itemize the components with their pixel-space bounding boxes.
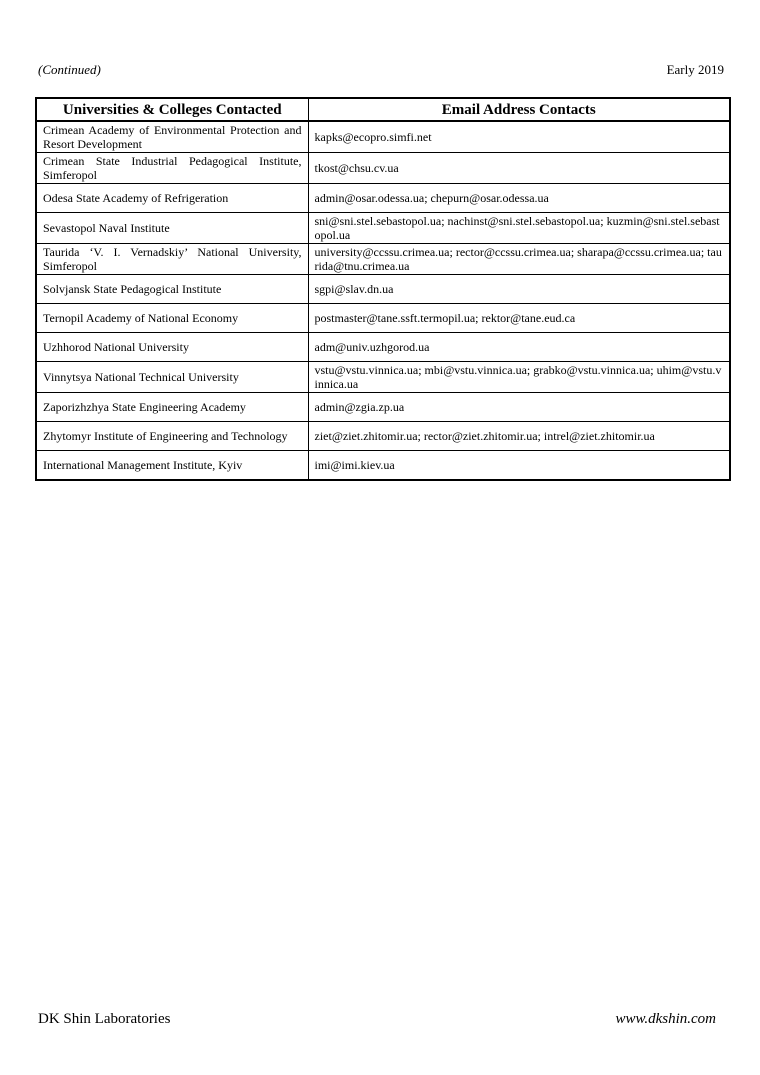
continued-label: (Continued)	[38, 62, 101, 77]
email-cell: imi@imi.kiev.ua	[308, 451, 730, 481]
table-row	[36, 275, 730, 304]
publisher-name: DK Shin Laboratories	[38, 1011, 171, 1027]
email-cell: postmaster@tane.ssft.termopil.ua; rektor@tane.eud.ca	[308, 304, 730, 333]
table-row	[36, 422, 730, 451]
column-header-institutions: Universities & Colleges Contacted	[36, 98, 308, 121]
table-row	[36, 213, 730, 244]
issue-date: Early 2019	[666, 62, 724, 77]
email-cell: kapks@ecopro.simfi.net	[308, 121, 730, 153]
institution-cell: Ternopil Academy of National Economy	[36, 304, 308, 333]
institution-cell: Odesa State Academy of Refrigeration	[36, 184, 308, 213]
institution-cell: Crimean Academy of Environmental Protection and Resort Development	[36, 121, 308, 153]
table-row	[36, 333, 730, 362]
email-cell: sgpi@slav.dn.ua	[308, 275, 730, 304]
institution-cell: Taurida ‘V. I. Vernadskiy’ National University, Simferopol	[36, 244, 308, 275]
email-cell: ziet@ziet.zhitomir.ua; rector@ziet.zhitomir.ua; intrel@ziet.zhitomir.ua	[308, 422, 730, 451]
institution-cell: Sevastopol Naval Institute	[36, 213, 308, 244]
table-row	[36, 362, 730, 393]
institution-cell: International Management Institute, Kyiv	[36, 451, 308, 481]
institution-cell: Solvjansk State Pedagogical Institute	[36, 275, 308, 304]
email-cell: sni@sni.stel.sebastopol.ua; nachinst@sni.stel.sebastopol.ua; kuzmin@sni.stel.sebastopol.ua	[308, 213, 730, 244]
email-cell: adm@univ.uzhgorod.ua	[308, 333, 730, 362]
email-cell: vstu@vstu.vinnica.ua; mbi@vstu.vinnica.ua; grabko@vstu.vinnica.ua; uhim@vstu.vinnica.ua	[308, 362, 730, 393]
table-row	[36, 244, 730, 275]
institution-cell: Crimean State Industrial Pedagogical Institute, Simferopol	[36, 153, 308, 184]
website-url: www.dkshin.com	[615, 1011, 716, 1027]
table-row	[36, 304, 730, 333]
institution-cell: Uzhhorod National University	[36, 333, 308, 362]
column-header-emails: Email Address Contacts	[308, 98, 730, 121]
table-row	[36, 393, 730, 422]
email-cell: admin@zgia.zp.ua	[308, 393, 730, 422]
institution-cell: Zaporizhzhya State Engineering Academy	[36, 393, 308, 422]
table-row	[36, 184, 730, 213]
table-row	[36, 451, 730, 481]
email-cell: tkost@chsu.cv.ua	[308, 153, 730, 184]
contacts-table	[35, 97, 731, 481]
table-header-row	[36, 98, 730, 121]
institution-cell: Vinnytsya National Technical University	[36, 362, 308, 393]
email-cell: university@ccssu.crimea.ua; rector@ccssu.crimea.ua; sharapa@ccssu.crimea.ua; taurida@tnu.crimea.ua	[308, 244, 730, 275]
email-cell: admin@osar.odessa.ua; chepurn@osar.odessa.ua	[308, 184, 730, 213]
table-row	[36, 153, 730, 184]
table-row	[36, 121, 730, 153]
institution-cell: Zhytomyr Institute of Engineering and Technology	[36, 422, 308, 451]
